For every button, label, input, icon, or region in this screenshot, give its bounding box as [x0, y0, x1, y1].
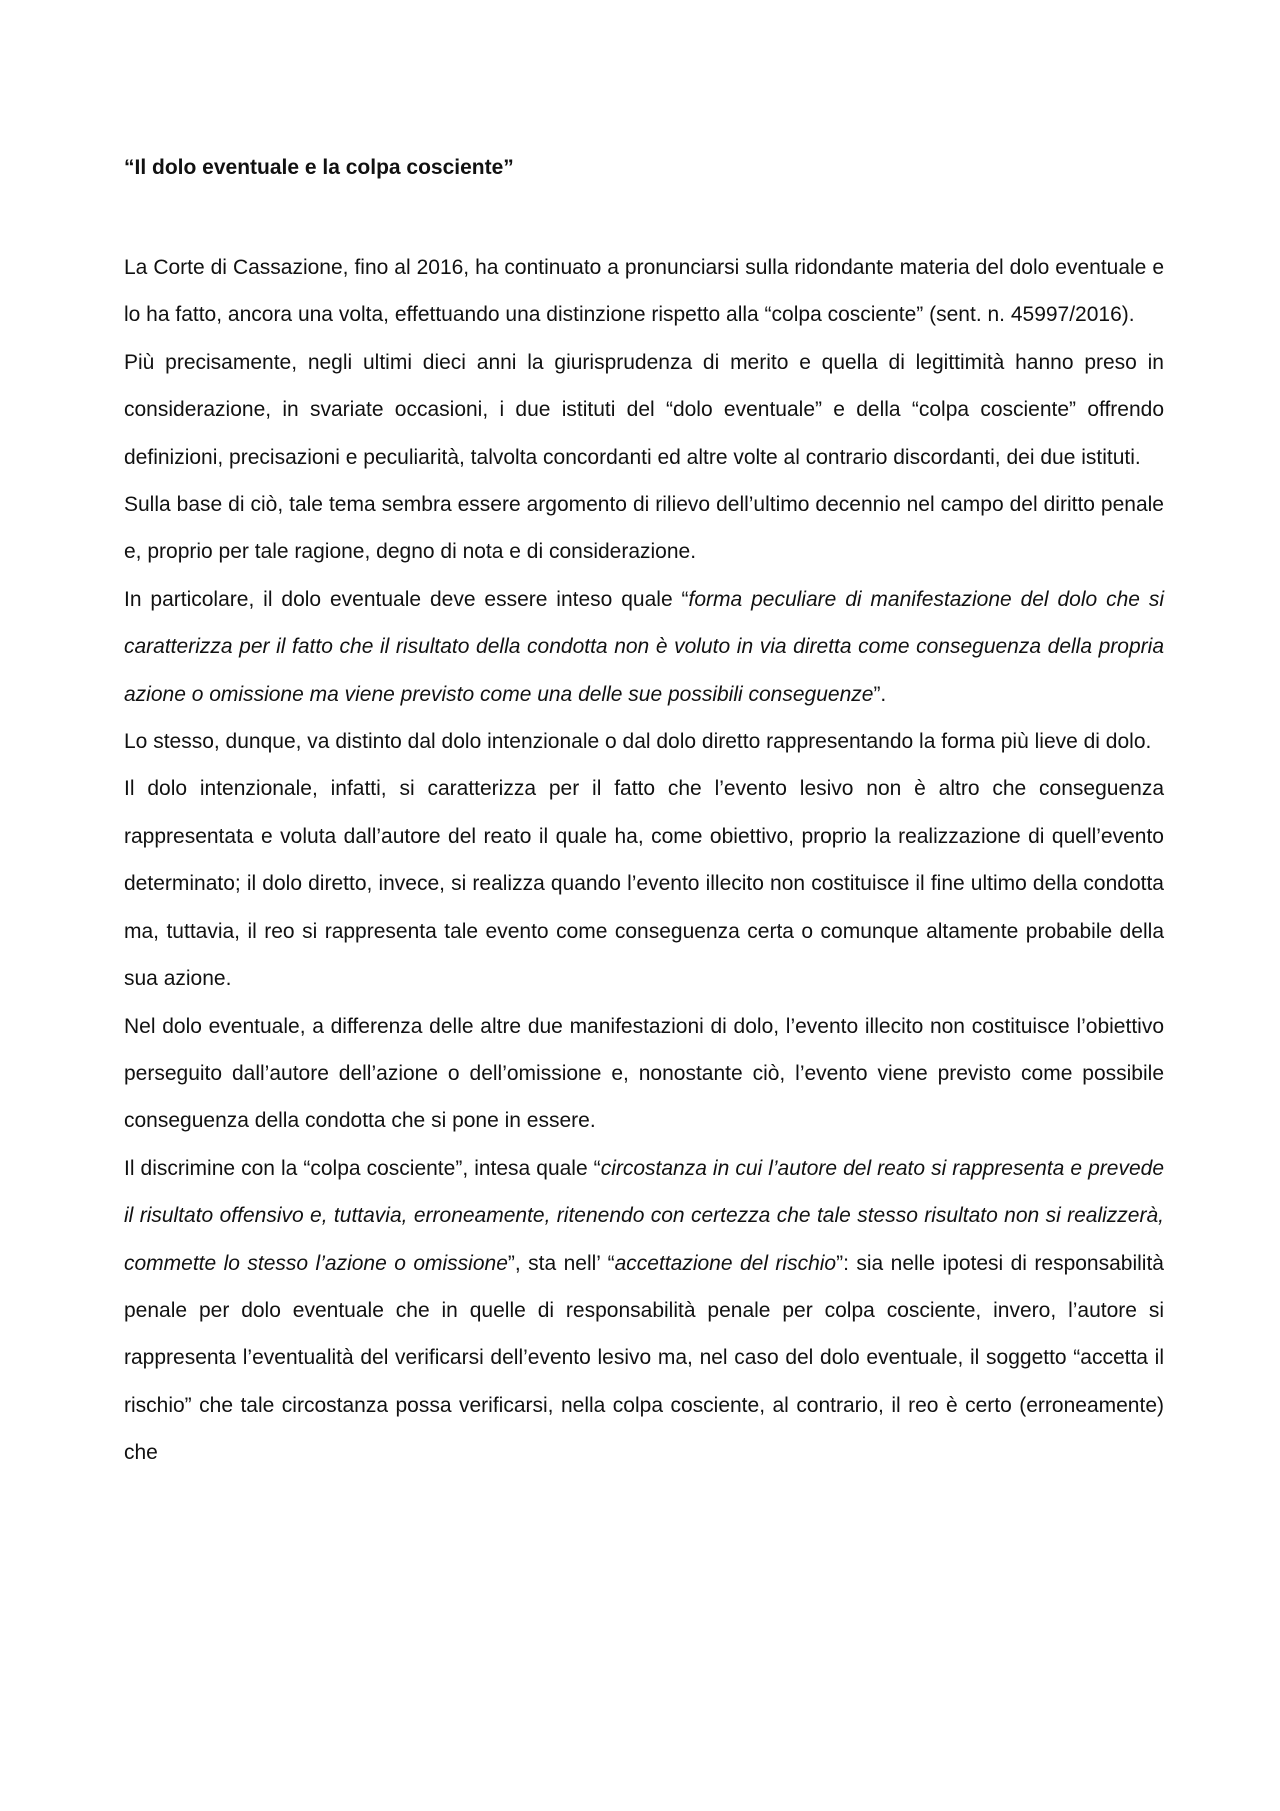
document-page [124, 150, 1164, 1477]
document-body [124, 244, 1164, 1477]
paragraph-2: Più precisamente, negli ultimi dieci anni la giurisprudenza di merito e quella di legittimità hanno preso in considerazione, in svariate occasioni, i due istituti del “dolo eventuale” e della “colpa cosciente” offrendo definizioni, precisazioni e peculiarità, talvolta concordanti ed altre volte al contrario discordanti, dei due istituti. [124, 350, 1164, 469]
paragraph-3: Sulla base di ciò, tale tema sembra essere argomento di rilievo dell’ultimo decennio nel campo del diritto penale e, proprio per tale ragione, degno di nota e di considerazione. [124, 493, 1164, 564]
paragraph-8-quote: circostanza in cui l’autore del reato si rappresenta e prevede il risultato offensivo e, tuttavia, erroneamente, ritenendo con certezza che tale stesso risultato non si realizzerà, commette lo stesso l’azione o omissione [124, 1156, 1164, 1275]
paragraph-6: Il dolo intenzionale, infatti, si caratterizza per il fatto che l’evento lesivo non è altro che conseguenza rappresentata e voluta dall’autore del reato il quale ha, come obiettivo, proprio la realizzazione di quell’evento determinato; il dolo diretto, invece, si realizza quando l’evento illecito non costituisce il fine ultimo della condotta ma, tuttavia, il reo si rappresenta tale evento come conseguenza certa o comunque altamente probabile della sua azione. [124, 777, 1164, 991]
paragraph-7: Nel dolo eventuale, a differenza delle altre due manifestazioni di dolo, l’evento illecito non costituisce l’obiettivo perseguito dall’autore dell’azione o dell’omissione e, nonostante ciò, l’evento viene previsto come possibile conseguenza della condotta che si pone in essere. [124, 1014, 1164, 1133]
paragraph-8-text: Il discrimine con la “colpa cosciente”, intesa quale “ [124, 1156, 601, 1180]
document-title: “Il dolo eventuale e la colpa cosciente” [124, 156, 514, 179]
paragraph-4 [124, 576, 1164, 718]
paragraph-4-text: In particolare, il dolo eventuale deve essere inteso quale “ [124, 587, 689, 611]
paragraph-5: Lo stesso, dunque, va distinto dal dolo intenzionale o dal dolo diretto rappresentando la forma più lieve di dolo. [124, 730, 1152, 754]
paragraph-8-rest: ”: sia nelle ipotesi di responsabilità penale per dolo eventuale che in quelle di responsabilità penale per colpa cosciente, invero, l’autore si rappresenta l’eventualità del verificarsi dell’evento lesivo ma, nel caso del dolo eventuale, il soggetto “accetta il rischio” che tale circostanza possa verificarsi, nella colpa cosciente, al contrario, il reo è certo (erroneamente) che [124, 1251, 1164, 1465]
paragraph-8-mid: ”, sta nell’ “ [507, 1251, 615, 1275]
paragraph-8 [124, 1145, 1164, 1477]
paragraph-4-end: ”. [873, 682, 887, 706]
paragraph-1: La Corte di Cassazione, fino al 2016, ha continuato a pronunciarsi sulla ridondante materia del dolo eventuale e lo ha fatto, ancora una volta, effettuando una distinzione rispetto alla “colpa cosciente” (sent. n. 45997/2016). [124, 256, 1164, 327]
paragraph-8-term: accettazione del rischio [614, 1251, 837, 1275]
paragraph-4-quote: forma peculiare di manifestazione del dolo che si caratterizza per il fatto che il risultato della condotta non è voluto in via diretta come conseguenza della propria azione o omissione ma viene previsto come una delle sue possibili conseguenze [124, 587, 1164, 706]
